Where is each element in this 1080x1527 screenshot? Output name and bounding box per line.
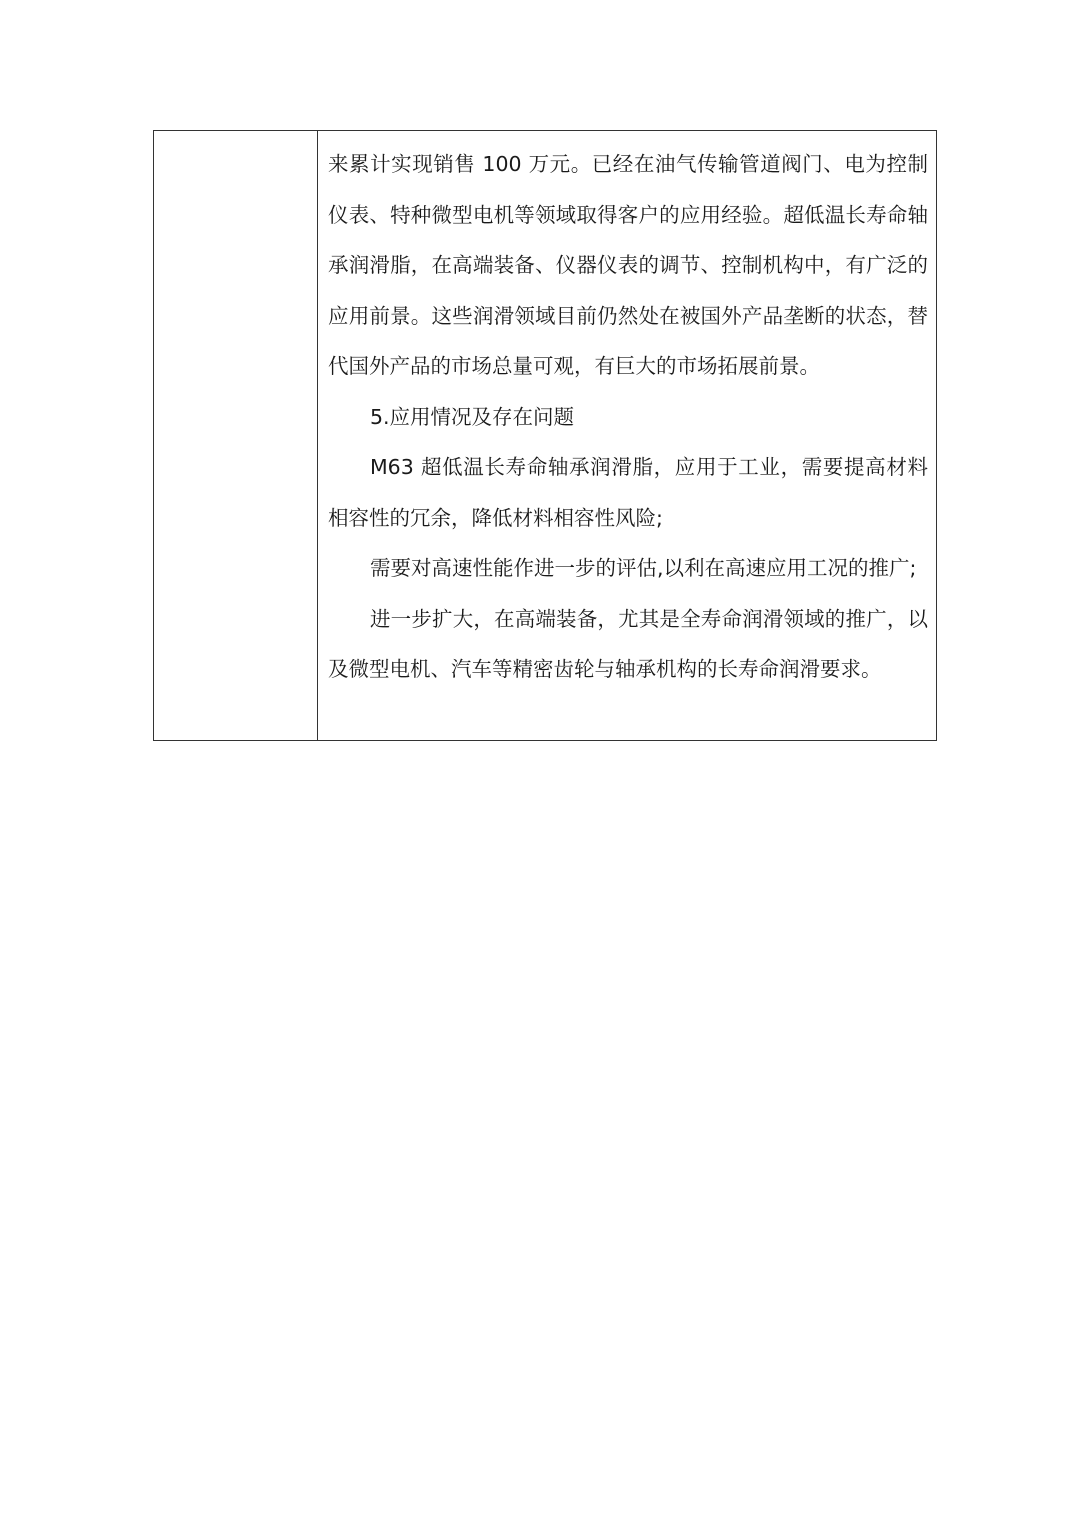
document-table: [153, 130, 937, 741]
table-right-cell: [318, 131, 936, 740]
table-left-cell: [154, 131, 318, 740]
paragraph-high-speed-evaluation: 需要对高速性能作进一步的评估,以利在高速应用工况的推广;: [370, 556, 917, 580]
paragraph-m63-compatibility: M63 超低温长寿命轴承润滑脂，应用于工业，需要提高材料相容性的冗余，降低材料相容性风险;: [328, 455, 928, 530]
section-heading-application-issues: 5.应用情况及存在问题: [370, 404, 575, 429]
paragraph-further-expansion: 进一步扩大，在高端装备，尤其是全寿命润滑领域的推广，以及微型电机、汽车等精密齿轮与轴承机构的长寿命润滑要求。: [328, 606, 928, 681]
paragraph-sales-and-prospects: 来累计实现销售 100 万元。已经在油气传输管道阀门、电为控制仪表、特种微型电机等领域取得客户的应用经验。超低温长寿命轴承润滑脂，在高端装备、仪器仪表的调节、控制机构中，有广泛的应用前景。这些润滑领域目前仍然处在被国外产品垄断的状态，替代国外产品的市场总量可观，有巨大的市场拓展前景。: [328, 152, 928, 378]
